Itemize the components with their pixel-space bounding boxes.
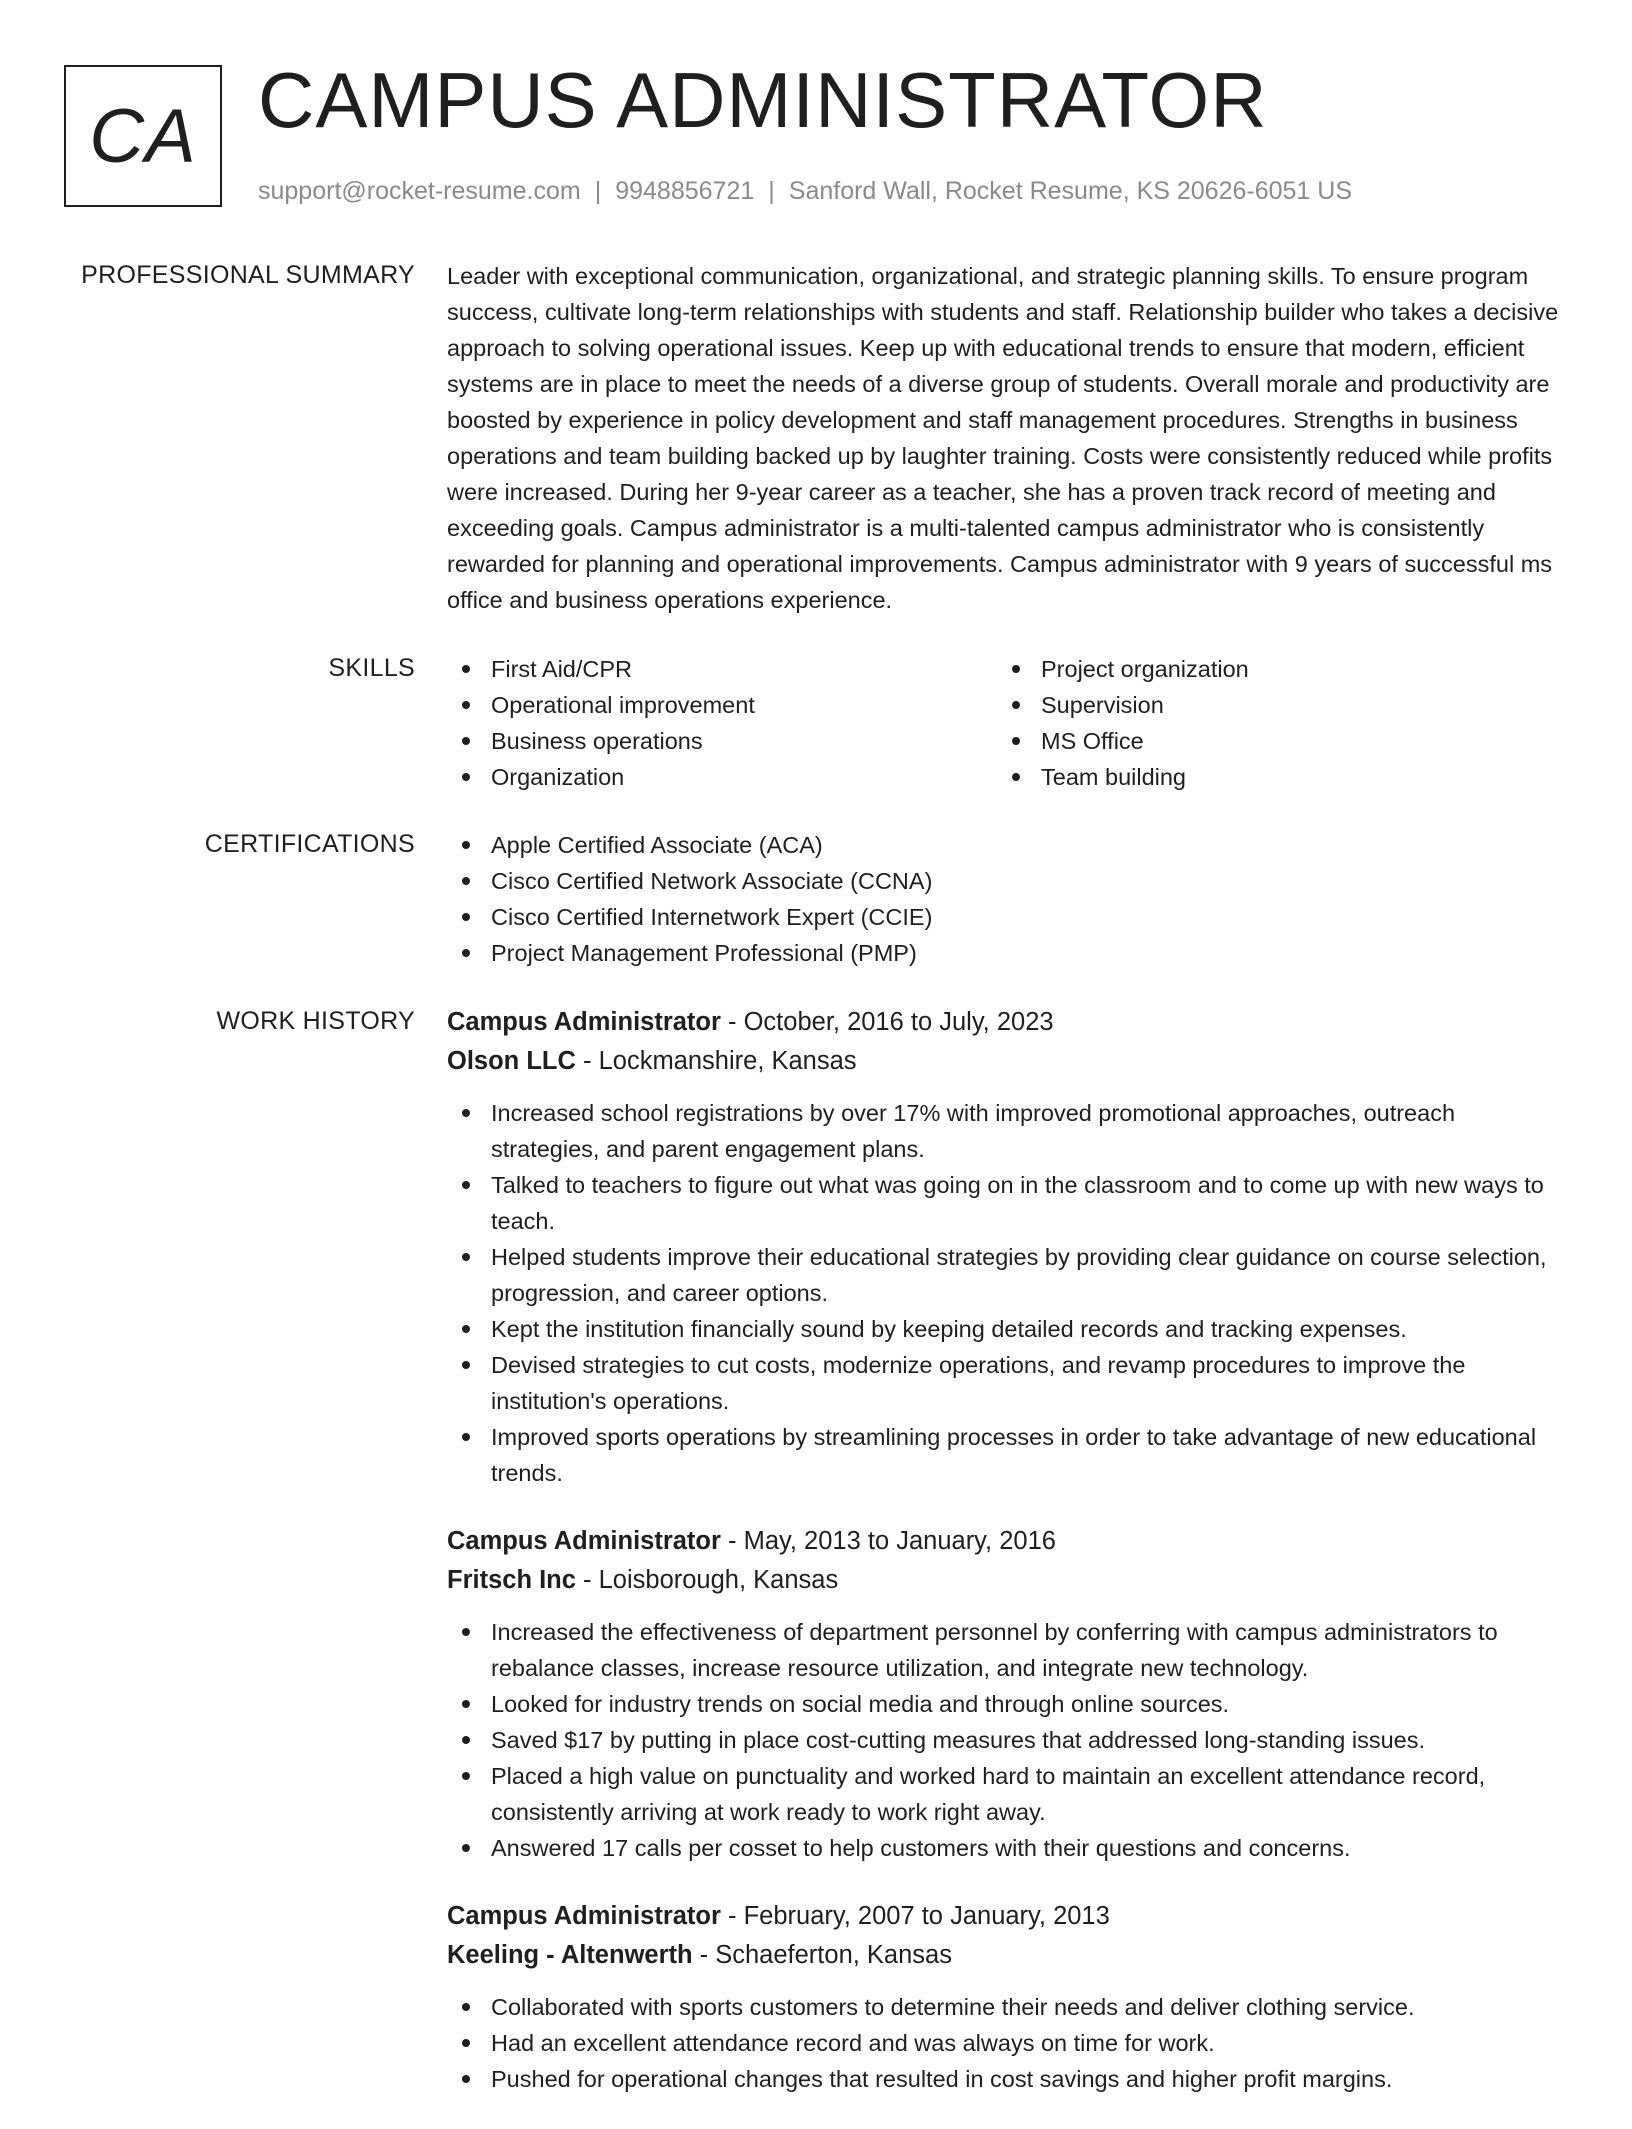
job-duty: Increased the effectiveness of department personnel by conferring with campus administrators to rebalance classes, increase resource utilization, and integrate new technology. [447,1614,1567,1686]
job-duty: Answered 17 calls per cosset to help customers with their questions and concerns. [447,1830,1567,1866]
job-dates: - October, 2016 to July, 2023 [720,1008,1054,1036]
skill-item: Organization [447,759,997,795]
job-role: Campus Administrator [447,1527,721,1555]
job-company: Fritsch Inc [447,1566,576,1594]
job-location: - Loisborough, Kansas [575,1566,839,1594]
job-dates: - May, 2013 to January, 2016 [720,1527,1056,1555]
skills-grid [447,651,1567,795]
section-title-skills: SKILLS [328,654,415,682]
job-role: Campus Administrator [447,1902,721,1930]
job-entry [447,1898,1567,2097]
section-title-summary: PROFESSIONAL SUMMARY [81,261,415,289]
job-duties [447,1095,1567,1491]
job-duty: Increased school registrations by over 17% with improved promotional approaches, outreach strategies, and parent engagement plans. [447,1095,1567,1167]
contact-separator: | [768,177,775,205]
work-history-body [447,1004,1567,2129]
contact-address: Sanford Wall, Rocket Resume, KS 20626-6051 US [788,177,1353,205]
certification-item: Apple Certified Associate (ACA) [447,827,1567,863]
certifications-list-wrap [447,827,1567,971]
summary-text: Leader with exceptional communication, organizational, and strategic planning skills. To ensure program success, cultivate long-term relationships with students and staff. Relationship builder who takes a decisive approach to solving operational issues. Keep up with educational trends to ensure that modern, efficient systems are in place to meet the needs of a diverse group of students. Overall morale and productivity are boosted by experience in policy development and staff management procedures. Strengths in business operations and team building backed up by laughter training. Costs were consistently reduced while profits were increased. During her 9-year career as a teacher, she has a proven track record of meeting and exceeding goals. Campus administrator is a multi-talented campus administrator who is consistently rewarded for planning and operational improvements. Campus administrator with 9 years of successful ms office and business operations experience. [447,263,1559,613]
section-title-certifications: CERTIFICATIONS [204,830,415,858]
job-duty: Talked to teachers to figure out what was going on in the classroom and to come up with new ways to teach. [447,1167,1567,1239]
job-duties [447,1989,1567,2097]
resume-name: CAMPUS ADMINISTRATOR [258,56,1268,144]
contact-phone: 9948856721 [615,177,755,205]
job-entry [447,1004,1567,1491]
contact-line [258,174,1352,208]
job-title-line [447,1004,1567,1040]
job-duty: Improved sports operations by streamlining processes in order to take advantage of new educational trends. [447,1419,1567,1491]
certification-item: Cisco Certified Network Associate (CCNA) [447,863,1567,899]
job-duty: Looked for industry trends on social media and through online sources. [447,1686,1567,1722]
job-company-line [447,1937,1567,1973]
job-duty: Saved $17 by putting in place cost-cutting measures that addressed long-standing issues. [447,1722,1567,1758]
job-duty: Kept the institution financially sound by keeping detailed records and tracking expenses. [447,1311,1567,1347]
job-title-line [447,1898,1567,1934]
skill-item: MS Office [997,723,1547,759]
job-duty: Devised strategies to cut costs, modernize operations, and revamp procedures to improve the institution's operations. [447,1347,1567,1419]
skill-item: Team building [997,759,1547,795]
skill-item: Operational improvement [447,687,997,723]
job-company-line [447,1043,1567,1079]
job-location: - Schaeferton, Kansas [692,1941,952,1969]
skill-item: Project organization [997,651,1547,687]
job-company-line [447,1562,1567,1598]
job-title-line [447,1523,1567,1559]
job-duties [447,1614,1567,1866]
job-duty: Pushed for operational changes that resulted in cost savings and higher profit margins. [447,2061,1567,2097]
job-duty: Helped students improve their educational strategies by providing clear guidance on course selection, progression, and career options. [447,1239,1567,1311]
monogram-initials: CA [89,93,197,179]
job-entry [447,1523,1567,1866]
contact-email: support@rocket-resume.com [258,177,581,205]
certifications-list [447,827,1567,971]
job-company: Olson LLC [447,1047,576,1075]
job-location: - Lockmanshire, Kansas [575,1047,857,1075]
skill-item: Supervision [997,687,1547,723]
job-role: Campus Administrator [447,1008,721,1036]
skills-column-1 [447,651,997,795]
job-dates: - February, 2007 to January, 2013 [720,1902,1110,1930]
certification-item: Cisco Certified Internetwork Expert (CCIE) [447,899,1567,935]
contact-separator: | [594,177,602,205]
skill-item: First Aid/CPR [447,651,997,687]
job-duty: Placed a high value on punctuality and worked hard to maintain an excellent attendance record, consistently arriving at work ready to work right away. [447,1758,1567,1830]
section-title-work-history: WORK HISTORY [216,1007,415,1035]
job-duty: Had an excellent attendance record and was always on time for work. [447,2025,1567,2061]
certification-item: Project Management Professional (PMP) [447,935,1567,971]
job-company: Keeling - Altenwerth [447,1941,693,1969]
skill-item: Business operations [447,723,997,759]
skills-column-2 [997,651,1547,795]
monogram-box [64,65,222,207]
job-duty: Collaborated with sports customers to determine their needs and deliver clothing service. [447,1989,1567,2025]
